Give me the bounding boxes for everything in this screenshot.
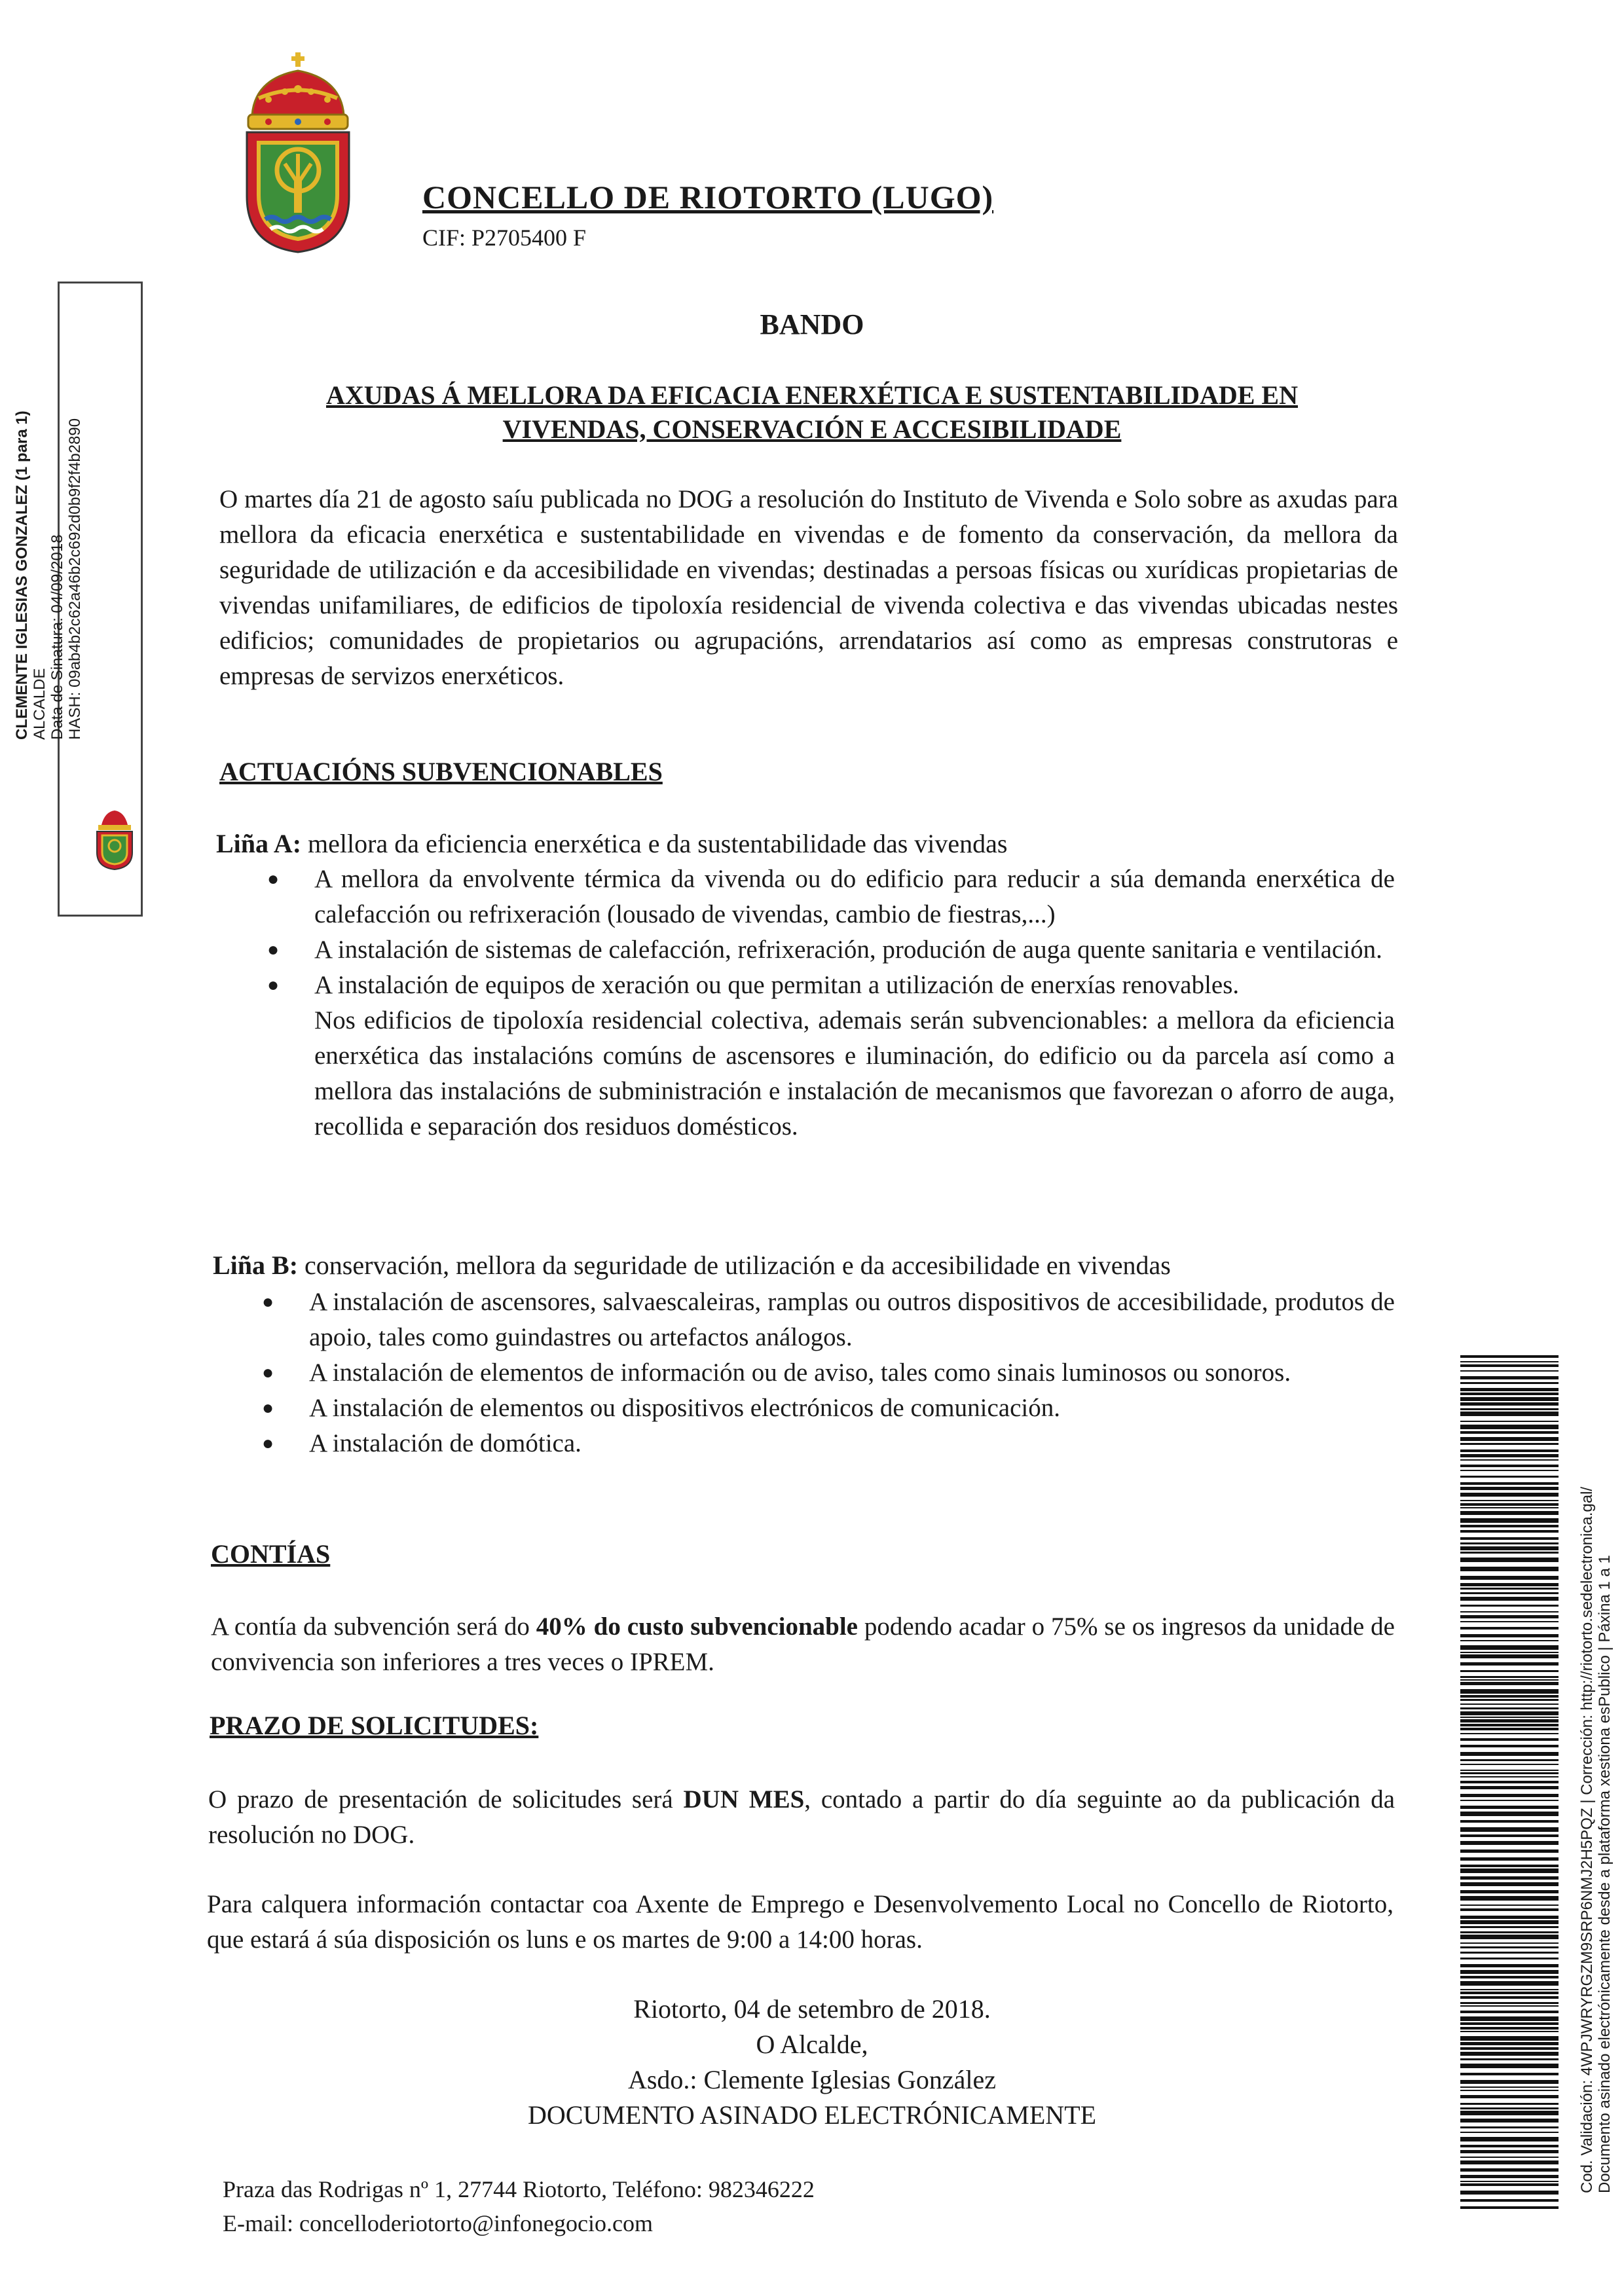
stamp-hash: HASH: 09ab4b2c62a46b2c692d0b9f2f4b2890 (66, 418, 84, 740)
barcode-bar (1460, 2206, 1559, 2209)
barcode-bar (1460, 1465, 1559, 1467)
barcode-bar (1460, 2058, 1559, 2060)
barcode-bar (1460, 2183, 1559, 2186)
barcode-bar (1460, 2016, 1559, 2021)
barcode-bar (1460, 2031, 1559, 2032)
barcode-bar (1460, 1958, 1559, 1959)
footer (223, 2172, 815, 2240)
barcode-bar (1460, 1412, 1559, 1416)
barcode-bar (1460, 1772, 1559, 1774)
lina-a-text: mellora da eficiencia enerxética e da sustentabilidade das vivendas (308, 829, 1008, 858)
barcode-bar (1460, 1376, 1559, 1379)
list-item: ● A instalación de ascensores, salvaescaleiras, ramplas ou outros dispositivos de accesibilidade, produtos de apoio, tales como guindastres ou artefactos análogos. (309, 1285, 1395, 1355)
barcode-bar (1460, 1552, 1559, 1554)
barcode-bar (1460, 2036, 1559, 2041)
barcode-bar (1460, 2080, 1559, 2084)
barcode-bar (1460, 1476, 1559, 1478)
barcode-bar (1460, 1882, 1559, 1886)
barcode-bar (1460, 2002, 1559, 2004)
barcode-bar (1460, 1711, 1559, 1715)
barcode-bar (1460, 2168, 1559, 2172)
list-item: ● A instalación de equipos de xeración ou que permitan a utilización de enerxías renovables. (314, 968, 1395, 1003)
barcode-bar (1460, 1776, 1559, 1777)
barcode-bar (1460, 1431, 1559, 1434)
signer-name: Asdo.: Clemente Iglesias González (627, 2065, 997, 2094)
barcode-bar (1460, 1487, 1559, 1490)
barcode-bar (1460, 1916, 1559, 1919)
barcode-bar (1460, 1507, 1559, 1508)
barcode-bar (1460, 1868, 1559, 1873)
verification-line-2: Documento asinado electrónicamente desde a plataforma xestiona esPublico | Páxina 1 a 1 (1596, 1555, 1614, 2193)
bando-label: BANDO (760, 308, 864, 340)
barcode-bar (1460, 2073, 1559, 2075)
bullet-icon: ● (262, 1432, 274, 1454)
barcode-bar (1460, 1493, 1559, 1497)
stamp-signer: CLEMENTE IGLESIAS GONZALEZ (1 para 1) (13, 410, 31, 740)
barcode-bar (1460, 1682, 1559, 1685)
organization-title: CONCELLO DE RIOTORTO (LUGO) (422, 179, 994, 215)
barcode-bar (1460, 1364, 1559, 1367)
lina-a-note: Nos edificios de tipoloxía residencial colectiva, ademais serán subvencionables: a mellora da eficiencia enerxética das instalacións comúns de ascensores e iluminación, do edificio ou da parcela así como a mellora das instalacións de subministración e instalación de mecanismos que favorezan o aforro de auga, recollida e separación dos residuos domésticos. (314, 1006, 1395, 1140)
barcode-bar (1460, 1546, 1559, 1550)
bullet-icon: ● (267, 939, 280, 960)
barcode-bar (1460, 1627, 1559, 1630)
barcode-bar (1460, 2137, 1559, 2141)
barcode-bar (1460, 1724, 1559, 1726)
barcode-bar (1460, 1576, 1559, 1580)
signer-role: O Alcalde, (756, 2030, 868, 2059)
barcode-bar (1460, 2191, 1559, 2195)
barcode-bar (1460, 1370, 1559, 1372)
footer-address: Praza das Rodrigas nº 1, 27744 Riotorto, Teléfono: 982346222 (223, 2176, 815, 2202)
barcode-bar (1460, 1500, 1559, 1501)
barcode-bar (1460, 1976, 1559, 1978)
barcode-bar (1460, 2181, 1559, 2182)
signature-stamp-text (13, 242, 84, 740)
barcode-bar (1460, 1946, 1559, 1948)
barcode-bar (1460, 1670, 1559, 1672)
barcode-bar (1460, 1857, 1559, 1861)
barcode-bar (1460, 1920, 1559, 1924)
contias-highlight: 40% do custo subvencionable (536, 1613, 858, 1641)
barcode-bar (1460, 2011, 1559, 2013)
bullet-icon: ● (262, 1362, 274, 1383)
barcode-bar (1460, 1592, 1559, 1594)
barcode-bar (1460, 1382, 1559, 1384)
barcode-bar (1460, 1970, 1559, 1974)
barcode-bar (1460, 1981, 1559, 1986)
document-type-title (0, 308, 1624, 341)
lina-b-label: Liña B: (213, 1250, 299, 1280)
verification-line-1: Cod. Validación: 4WPJWRYRGZM9SRP6NMJ2H5PQZ | Corrección: http://riotorto.sedelectronica.gal/ (1578, 1486, 1596, 2193)
barcode-bar (1460, 1459, 1559, 1461)
barcode-bar (1460, 1662, 1559, 1666)
barcode-bar (1460, 1621, 1559, 1622)
lina-b-list (262, 1285, 1395, 1461)
prazo-highlight: DUN MES (683, 1785, 805, 1813)
barcode-bar (1460, 1935, 1559, 1939)
barcode-bar (1460, 1733, 1559, 1734)
barcode-bar (1460, 1558, 1559, 1562)
contias-paragraph: A contía da subvención será do 40% do custo subvencionable podendo acadar o 75% se os ingresos da unidade de convivencia son inferiores a tres veces o IPREM. (211, 1613, 1395, 1676)
barcode-bar (1460, 2064, 1559, 2068)
barcode-bar (1460, 2047, 1559, 2050)
lina-b-text: conservación, mellora da seguridade de utilización e da accesibilidade en vivendas (304, 1250, 1171, 1280)
barcode-bar (1460, 1437, 1559, 1441)
barcode-bar (1460, 1695, 1559, 1698)
barcode-bar (1460, 1397, 1559, 1401)
barcode-bar (1460, 1728, 1559, 1730)
electronic-signature-note: DOCUMENTO ASINADO ELECTRÓNICAMENTE (527, 2100, 1097, 2130)
barcode-bar (1460, 2126, 1559, 2128)
barcode-bar (1460, 1964, 1559, 1967)
stamp-role: ALCALDE (31, 668, 48, 740)
barcode-bar (1460, 1908, 1559, 1911)
barcode-bar (1460, 1676, 1559, 1678)
bullet-icon: ● (262, 1291, 274, 1313)
verification-text (1578, 1421, 1614, 2193)
barcode-bar (1460, 1402, 1559, 1406)
barcode-bar (1460, 2042, 1559, 2045)
small-coat-of-arms-icon (92, 805, 138, 871)
barcode-bar (1460, 1470, 1559, 1471)
barcode-bar (1460, 1764, 1559, 1765)
barcode-bar (1460, 2095, 1559, 2098)
barcode-bar (1460, 2027, 1559, 2030)
barcode-bar (1460, 1511, 1559, 1515)
list-item: ● A instalación de sistemas de calefacción, refrixeración, produción de auga quente sanitaria e ventilación. (314, 932, 1395, 968)
actuacions-heading: ACTUACIÓNS SUBVENCIONABLES (219, 757, 663, 786)
stamp-date: Data de Sinatura: 04/09/2018 (48, 534, 66, 740)
barcode-bar (1460, 1615, 1559, 1618)
list-item: ● A mellora da envolvente térmica da vivenda ou do edificio para reducir a súa demanda enerxética de calefacción ou refrixeración (lousado de vivendas, cambio de fiestras,...) (314, 862, 1395, 932)
barcode-bar (1460, 1654, 1559, 1658)
barcode-bar (1460, 1806, 1559, 1809)
barcode-bar (1460, 1989, 1559, 1990)
barcode-bar (1460, 1931, 1559, 1933)
prazo-heading: PRAZO DE SOLICITUDES: (210, 1711, 539, 1740)
barcode-bar (1460, 1640, 1559, 1641)
place-date: Riotorto, 04 de setembro de 2018. (633, 1994, 991, 2024)
barcode-bar (1460, 1820, 1559, 1823)
barcode-bar (1460, 1679, 1559, 1681)
barcode-bar (1460, 1361, 1559, 1362)
lina-a-label: Liña A: (216, 829, 302, 858)
barcode-bar (1460, 2150, 1559, 2153)
barcode-bar (1460, 2090, 1559, 2091)
barcode-bar (1460, 1781, 1559, 1783)
signature-block (0, 1992, 1624, 2133)
barcode-bar (1460, 1425, 1559, 1429)
bullet-icon: ● (267, 868, 280, 890)
barcode-bar (1460, 1719, 1559, 1722)
barcode-bar (1460, 1865, 1559, 1867)
barcode-bar (1460, 1388, 1559, 1391)
lina-b (213, 1248, 1171, 1283)
barcode-bar (1460, 1530, 1559, 1533)
barcode-bar (1460, 1834, 1559, 1837)
barcode-bar (1460, 2175, 1559, 2178)
barcode-bar (1460, 1652, 1559, 1653)
barcode-bar (1460, 1992, 1559, 1994)
barcode-bar (1460, 1355, 1559, 1358)
barcode-bar (1460, 2119, 1559, 2123)
barcode-bar (1460, 1443, 1559, 1445)
barcode-bar (1460, 1926, 1559, 1928)
barcode-bar (1460, 1752, 1559, 1756)
barcode-bar (1460, 2111, 1559, 2115)
barcode-bar (1460, 1583, 1559, 1586)
barcode-bar (1460, 1689, 1559, 1694)
barcode-bar (1460, 1634, 1559, 1637)
barcode-bar (1460, 2022, 1559, 2025)
barcode-bar (1460, 1408, 1559, 1410)
barcode-bar (1460, 1942, 1559, 1944)
subject-line-1: AXUDAS Á MELLORA DA EFICACIA ENERXÉTICA E SUSTENTABILIDADE EN (325, 380, 1298, 410)
contias-heading: CONTÍAS (211, 1539, 331, 1569)
barcode-bar (1460, 1518, 1559, 1523)
subject-heading (216, 378, 1408, 446)
cif-number: CIF: P2705400 F (422, 225, 587, 251)
barcode-bar (1460, 1542, 1559, 1544)
barcode-bar (1460, 1850, 1559, 1853)
barcode-bar (1460, 1770, 1559, 1771)
list-item: ● A instalación de elementos ou dispositivos electrónicos de comunicación. (309, 1391, 1395, 1426)
intro-paragraph: O martes día 21 de agosto saíu publicada no DOG a resolución do Instituto de Vivenda e Solo sobre as axudas para mellora da eficacia enerxética e sustentabilidade en vivendas e de fomento da conservación, da mellora da seguridade de utilización e da accesibilidade en vivendas; destinadas a persoas físicas ou xurídicas propietarias de vivendas unifamiliares, de edificios de tipoloxía residencial de vivenda colectiva e das vivendas ubicadas nestes edificios; comunidades de propietarios ou agrupacións, arrendatarios así como as empresas construtoras e empresas de servizos enerxéticos. (219, 485, 1398, 690)
barcode-bar (1460, 1876, 1559, 1880)
barcode-bar (1460, 1717, 1559, 1718)
lina-a-list (267, 862, 1395, 1144)
barcode-bar (1460, 1699, 1559, 1701)
barcode-bar (1460, 1794, 1559, 1797)
barcode-bar (1460, 2086, 1559, 2088)
barcode-bar (1460, 2157, 1559, 2158)
barcode-bar (1460, 1738, 1559, 1741)
list-item: ● A instalación de elementos de información ou de aviso, tales como sinais luminosos ou sonoros. (309, 1355, 1395, 1391)
barcode-bar (1460, 1827, 1559, 1832)
bullet-icon: ● (267, 974, 280, 996)
barcode-bar (1460, 1745, 1559, 1747)
barcode-bar (1460, 1537, 1559, 1540)
barcode-bar (1460, 1645, 1559, 1650)
barcode-bar (1460, 1952, 1559, 1954)
barcode-bar (1460, 1786, 1559, 1789)
barcode-bar (1460, 1812, 1559, 1816)
list-item: ● A instalación de domótica. (309, 1426, 1395, 1461)
subject-line-2: VIVENDAS, CONSERVACIÓN E ACCESIBILIDADE (502, 414, 1122, 444)
barcode-bar (1460, 1567, 1559, 1571)
barcode-bar (1460, 1449, 1559, 1452)
barcode-bar (1460, 1759, 1559, 1761)
barcode-bar (1460, 1605, 1559, 1607)
barcode-bar (1460, 2199, 1559, 2202)
lina-a (216, 826, 1007, 862)
barcode-bar (1460, 2052, 1559, 2056)
barcode-bar (1460, 1707, 1559, 1709)
barcode-bar (1460, 1800, 1559, 1801)
bullet-icon: ● (262, 1397, 274, 1419)
coat-of-arms-icon (232, 52, 363, 255)
barcode-bar (1460, 1525, 1559, 1527)
footer-email: E-mail: concelloderiotorto@infonegocio.com (223, 2210, 653, 2236)
barcode-bar (1460, 1896, 1559, 1901)
barcode-bar (1460, 1503, 1559, 1506)
barcode-bar (1460, 1588, 1559, 1590)
barcode-icon (1460, 1355, 1559, 2210)
barcode-bar (1460, 1421, 1559, 1422)
barcode-bar (1460, 1890, 1559, 1893)
barcode-bar (1460, 1393, 1559, 1395)
barcode-bar (1460, 1996, 1559, 1999)
barcode-bar (1460, 1611, 1559, 1613)
barcode-bar (1460, 2145, 1559, 2147)
barcode-bar (1460, 2103, 1559, 2105)
barcode-bar (1460, 2132, 1559, 2133)
barcode-bar (1460, 2160, 1559, 2164)
prazo-paragraph: O prazo de presentación de solicitudes será DUN MES, contado a partir do día seguinte ao da publicación da resolución no DOG. (208, 1785, 1395, 1849)
barcode-bar (1460, 1597, 1559, 1601)
barcode-bar (1460, 2005, 1559, 2007)
barcode-bar (1460, 2107, 1559, 2109)
barcode-bar (1460, 1904, 1559, 1906)
barcode-bar (1460, 1454, 1559, 1457)
barcode-bar (1460, 1482, 1559, 1485)
barcode-bar (1460, 1704, 1559, 1705)
info-paragraph: Para calquera información contactar coa Axente de Emprego e Desenvolvemento Local no Concello de Riotorto, que estará á súa disposición os luns e os martes de 9:00 a 14:00 horas. (207, 1890, 1393, 1954)
barcode-bar (1460, 1841, 1559, 1845)
